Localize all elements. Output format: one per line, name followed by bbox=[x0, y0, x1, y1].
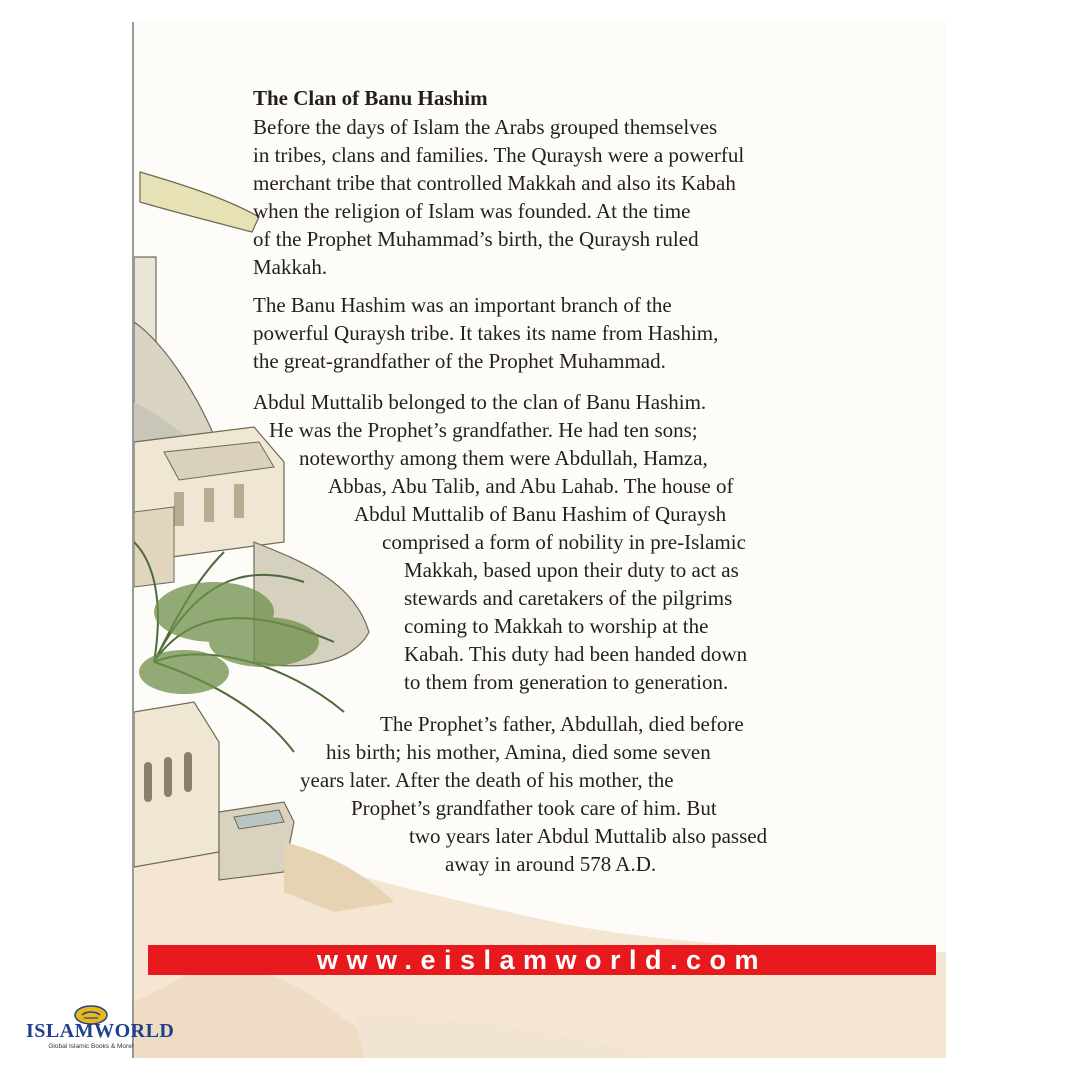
body-line: when the religion of Islam was founded. At the time bbox=[253, 199, 691, 223]
body-line: The Prophet’s father, Abdullah, died before bbox=[380, 712, 744, 736]
article bbox=[134, 22, 946, 922]
body-line: two years later Abdul Muttalib also passed bbox=[409, 824, 768, 848]
body-line: to them from generation to generation. bbox=[404, 670, 729, 694]
book-page bbox=[132, 22, 946, 1058]
body-line: of the Prophet Muhammad’s birth, the Quraysh ruled bbox=[253, 227, 699, 251]
body-line: The Banu Hashim was an important branch of the bbox=[253, 293, 672, 317]
body-line: years later. After the death of his mother, the bbox=[300, 768, 674, 792]
islamworld-logo bbox=[26, 1003, 175, 1055]
website-banner bbox=[148, 945, 936, 975]
body-line: away in around 578 A.D. bbox=[445, 852, 657, 876]
body-line: Abbas, Abu Talib, and Abu Lahab. The house of bbox=[328, 474, 734, 498]
body-line: powerful Quraysh tribe. It takes its name from Hashim, bbox=[253, 321, 719, 345]
body-line: Before the days of Islam the Arabs grouped themselves bbox=[253, 115, 718, 139]
section-title: The Clan of Banu Hashim bbox=[253, 86, 488, 110]
body-line: stewards and caretakers of the pilgrims bbox=[404, 586, 733, 610]
body-line: Makkah. bbox=[253, 255, 328, 279]
body-line: his birth; his mother, Amina, died some seven bbox=[326, 740, 711, 764]
body-line: He was the Prophet’s grandfather. He had ten sons; bbox=[269, 418, 698, 442]
body-line: noteworthy among them were Abdullah, Hamza, bbox=[299, 446, 708, 470]
body-line: merchant tribe that controlled Makkah and also its Kabah bbox=[253, 171, 736, 195]
body-line: Makkah, based upon their duty to act as bbox=[404, 558, 739, 582]
body-line: Kabah. This duty had been handed down bbox=[404, 642, 748, 666]
website-url: www.eislamworld.com bbox=[316, 944, 768, 975]
body-line: Prophet’s grandfather took care of him. But bbox=[351, 796, 717, 820]
logo-tagline: Global Islamic Books & More! bbox=[48, 1043, 134, 1050]
body-line: Abdul Muttalib belonged to the clan of Banu Hashim. bbox=[253, 390, 707, 414]
body-line: Abdul Muttalib of Banu Hashim of Quraysh bbox=[354, 502, 727, 526]
logo-wordmark: ISLAMWORLD bbox=[26, 1020, 175, 1042]
body-line: comprised a form of nobility in pre-Islamic bbox=[382, 530, 746, 554]
body-line: coming to Makkah to worship at the bbox=[404, 614, 709, 638]
body-line: the great-grandfather of the Prophet Muhammad. bbox=[253, 349, 666, 373]
body-line: in tribes, clans and families. The Quraysh were a powerful bbox=[253, 143, 745, 167]
